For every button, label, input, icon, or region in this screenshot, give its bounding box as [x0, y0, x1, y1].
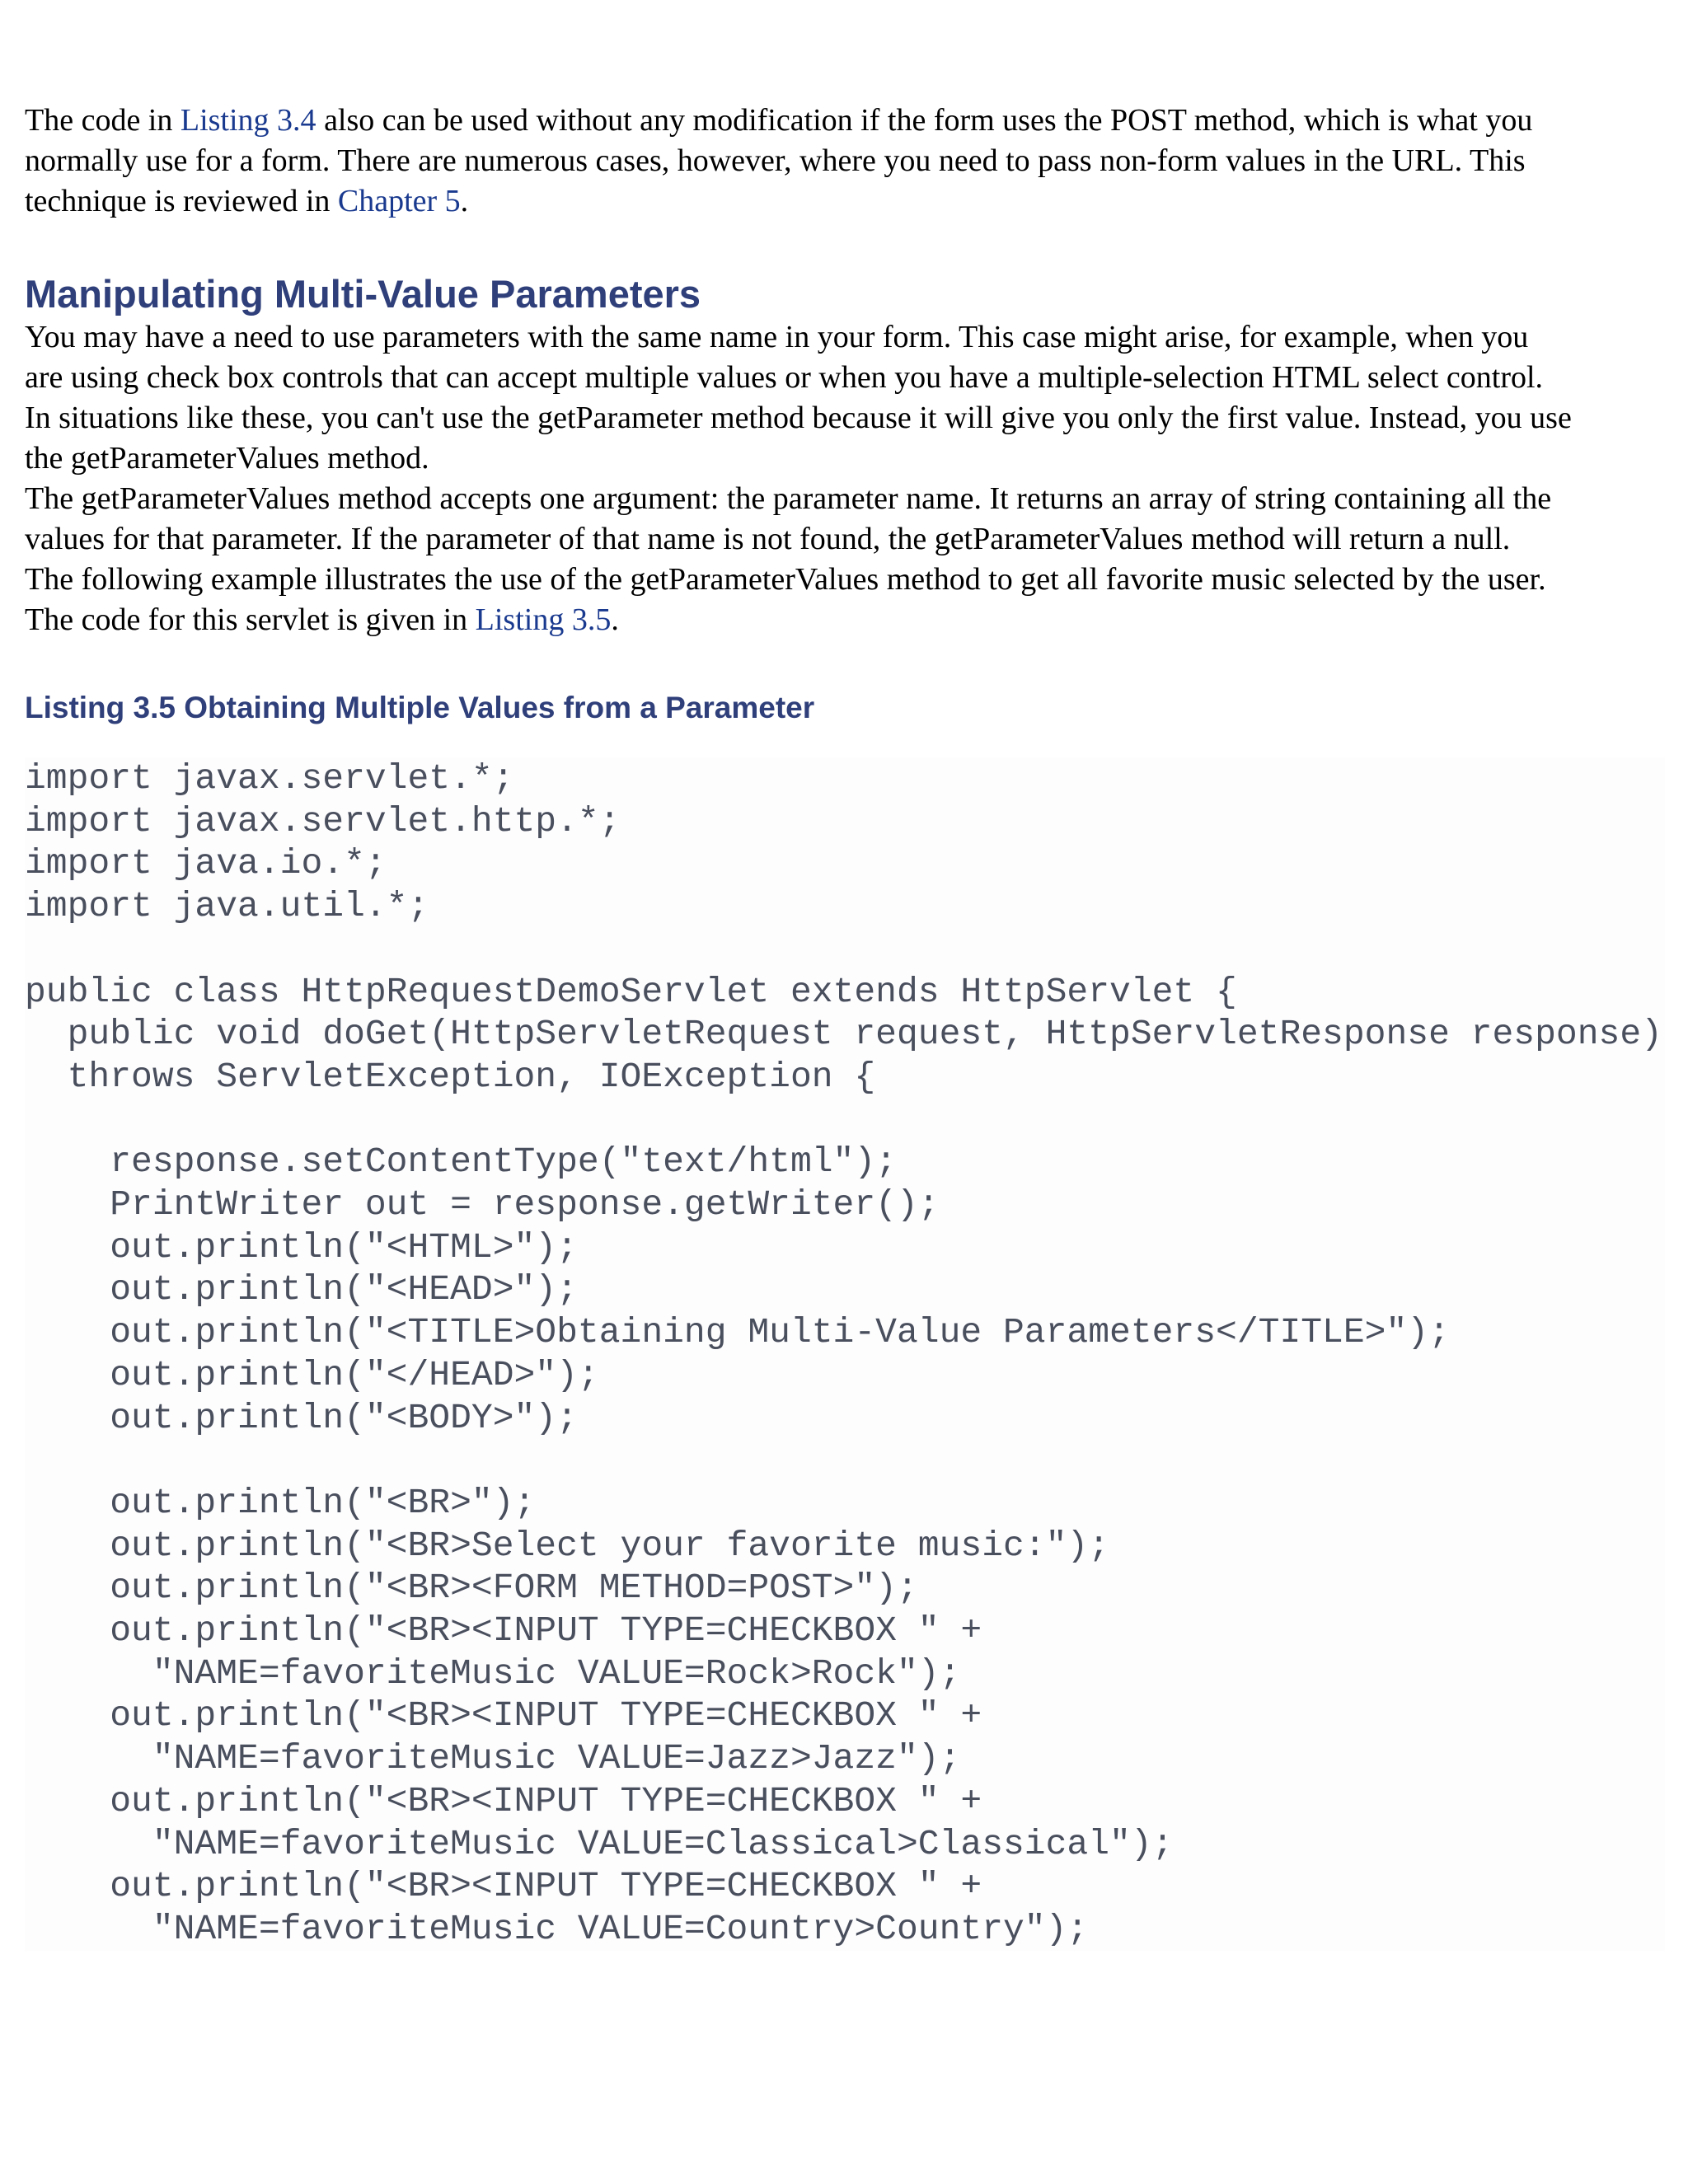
- intro-paragraph: [25, 101, 1665, 222]
- intro-text-end: .: [460, 184, 469, 218]
- intro-text-start: The code in: [25, 103, 181, 138]
- example-text-start: The following example illustrates the use of the getParameterValues method to get all favorite music selected by the user. The code for this servlet is given in: [25, 562, 1546, 637]
- listing-title: Listing 3.5 Obtaining Multiple Values from a Parameter: [25, 691, 815, 724]
- get-parameter-values-paragraph: The getParameterValues method accepts one argument: the parameter name. It returns an array of string containing all the values for that parameter. If the parameter of that name is not found, the getParameterValues method will return a null.: [25, 481, 1552, 556]
- intro-text-middle: also can be used without any modification if the form uses the POST method, which is what you normally use for a form. There are numerous cases, however, where you need to pass non-form values in the URL. This technique is reviewed in: [25, 103, 1533, 218]
- chapter-5-link[interactable]: Chapter 5: [337, 184, 461, 218]
- document-page: [25, 101, 1665, 1951]
- listing-3-4-link[interactable]: Listing 3.4: [180, 103, 316, 138]
- code-listing: import javax.servlet.*; import javax.servlet.http.*; import java.io.*; import java.util.*; public class HttpRequestDemoServlet extends HttpServlet { public void doGet(HttpServletRequest request, HttpServletResponse response) throws ServletException, IOException { response.setContentType("text/html"); PrintWriter out = response.getWriter(); out.println("<HTML>"); out.println("<HEAD>"); out.println("<TITLE>Obtaining Multi-Value Parameters</TITLE>"); out.println("</HEAD>"); out.println("<BODY>"); out.println("<BR>"); out.println("<BR>Select your favorite music:"); out.println("<BR><FORM METHOD=POST>"); out.println("<BR><INPUT TYPE=CHECKBOX " + "NAME=favoriteMusic VALUE=Rock>Rock"); out.println("<BR><INPUT TYPE=CHECKBOX " + "NAME=favoriteMusic VALUE=Jazz>Jazz"); out.println("<BR><INPUT TYPE=CHECKBOX " + "NAME=favoriteMusic VALUE=Classical>Classical"); out.println("<BR><INPUT TYPE=CHECKBOX " + "NAME=favoriteMusic VALUE=Country>Country");: [25, 757, 1665, 1951]
- multi-value-paragraph: You may have a need to use parameters with the same name in your form. This case might arise, for example, when you are using check box controls that can accept multiple values or when you have a multiple-selection HTML select control. In situations like these, you can't use the getParameter method because it will give you only the first value. Instead, you use the getParameterValues method.: [25, 320, 1572, 476]
- example-text-end: .: [611, 602, 619, 637]
- section-heading: Manipulating Multi-Value Parameters: [25, 272, 701, 316]
- listing-3-5-link[interactable]: Listing 3.5: [475, 602, 612, 637]
- example-paragraph: [25, 560, 1665, 640]
